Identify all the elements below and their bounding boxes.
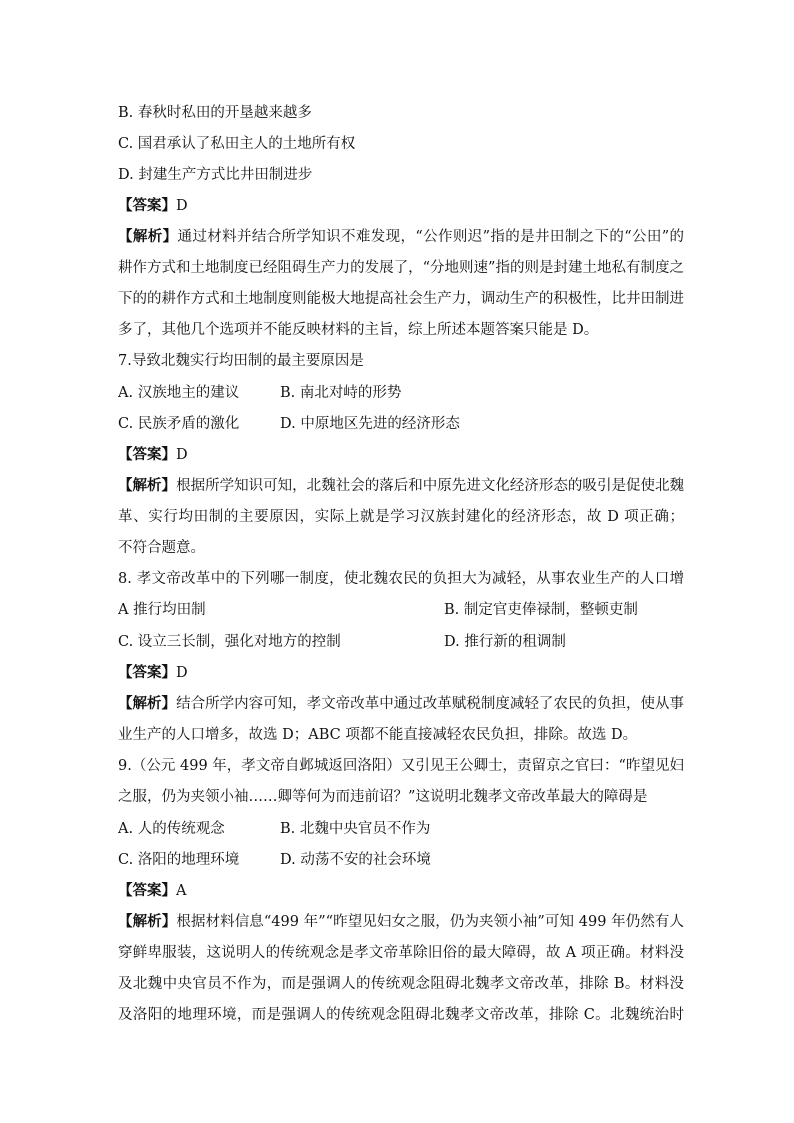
q8-option-b: B. 制定官吏俸禄制，整顿吏制	[444, 602, 638, 618]
q9-analysis-line-2: 穿鲜卑服装，这说明人的传统观念是孝文帝革除旧俗的最大障碍，故 A 项正确。材料没	[118, 945, 684, 961]
q6-option-c: C. 国君承认了私田主人的土地所有权	[118, 136, 356, 152]
answer-label: 【答案】	[118, 197, 176, 214]
q9-option-b: B. 北魏中央官员不作为	[280, 821, 431, 837]
q7-analysis-line-2: 革、实行均田制的主要原因，实际上就是学习汉族封建化的经济形态，故 D 项正确；	[118, 509, 684, 525]
answer-value: D	[176, 198, 188, 214]
q7-answer	[118, 445, 684, 465]
q8-analysis-line-2: 业生产的人口增多，故选 D；ABC 项都不能直接减轻农民负担，排除。故选 D。	[118, 727, 638, 743]
q9-answer	[118, 881, 684, 901]
q6-option-d: D. 封建生产方式比井田制进步	[118, 167, 313, 183]
q7-option-a: A. 汉族地主的建议	[118, 385, 240, 401]
analysis-label: 【解析】	[118, 477, 177, 494]
q7-option-c: C. 民族矛盾的激化	[118, 416, 240, 432]
q6-analysis-line-4: 多了，其他几个选项并不能反映材料的主旨，综上所述本题答案只能是 D。	[118, 322, 599, 338]
q9-analysis-line-1: 【解析】根据材料信息“499 年”“昨望见妇女之服，仍为夹领小袖”可知 499 年仍然有人	[118, 913, 684, 930]
answer-value: A	[176, 883, 187, 899]
q6-analysis-line-1: 【解析】通过材料并结合所学知识不难发现，“公作则迟”指的是井田制之下的“公田”的	[118, 228, 684, 245]
q8-option-d: D. 推行新的租调制	[444, 634, 566, 650]
q7-option-b: B. 南北对峙的形势	[280, 385, 402, 401]
q9-options-cd	[118, 850, 684, 870]
q6-analysis-line-3: 下的的耕作方式和土地制度则能极大地提高社会生产力，调动生产的积极性，比井田制进	[118, 291, 684, 307]
analysis-label: 【解析】	[118, 695, 177, 712]
q7-analysis-line-3: 不符合题意。	[118, 540, 205, 556]
q8-stem: 8. 孝文帝改革中的下列哪一制度，使北魏农民的负担大为减轻，从事农业生产的人口增	[118, 571, 684, 587]
q9-option-a: A. 人的传统观念	[118, 821, 225, 837]
q7-option-d: D. 中原地区先进的经济形态	[280, 416, 460, 432]
q8-option-c: C. 设立三长制，强化对地方的控制	[118, 634, 341, 650]
q9-option-d: D. 动荡不安的社会环境	[280, 852, 431, 868]
q9-options-ab	[118, 819, 684, 839]
q9-option-c: C. 洛阳的地理环境	[118, 852, 240, 868]
analysis-label: 【解析】	[118, 228, 178, 245]
q6-analysis-line-2: 耕作方式和土地制度已经阻碍生产力的发展了，“分地则速”指的则是封建土地私有制度之	[118, 260, 684, 276]
q7-options-ab	[118, 383, 684, 403]
q8-answer	[118, 663, 684, 683]
q6-option-b: B. 春秋时私田的开垦越来越多	[118, 105, 312, 121]
q9-analysis-line-3: 及北魏中央官员不作为，而是强调人的传统观念阻碍北魏孝文帝改革，排除 B。材料没	[118, 976, 684, 992]
q7-options-cd	[118, 414, 684, 434]
q9-stem-line-1: 9.（公元 499 年，孝文帝自邺城返回洛阳）又引见王公卿士，责留京之官曰：“昨望见妇	[118, 758, 684, 774]
q9-stem-line-2: 之服，仍为夹领小袖……卿等何为而违前诏？”这说明北魏孝文帝改革最大的障碍是	[118, 789, 648, 805]
q6-answer	[118, 196, 684, 216]
answer-value: D	[176, 665, 188, 681]
analysis-label: 【解析】	[118, 913, 177, 930]
answer-label: 【答案】	[118, 882, 176, 899]
answer-label: 【答案】	[118, 664, 176, 681]
q8-analysis-line-1: 【解析】结合所学内容可知，孝文帝改革中通过改革赋税制度减轻了农民的负担，使从事	[118, 695, 684, 712]
q8-option-a: A 推行均田制	[118, 602, 206, 618]
q7-stem: 7.导致北魏实行均田制的最主要原因是	[118, 353, 364, 369]
answer-label: 【答案】	[118, 446, 176, 463]
q9-analysis-line-4: 及洛阳的地理环境，而是强调人的传统观念阻碍北魏孝文帝改革，排除 C。北魏统治时	[118, 1007, 684, 1023]
answer-value: D	[176, 447, 188, 463]
q7-analysis-line-1: 【解析】根据所学知识可知，北魏社会的落后和中原先进文化经济形态的吸引是促使北魏	[118, 477, 684, 494]
